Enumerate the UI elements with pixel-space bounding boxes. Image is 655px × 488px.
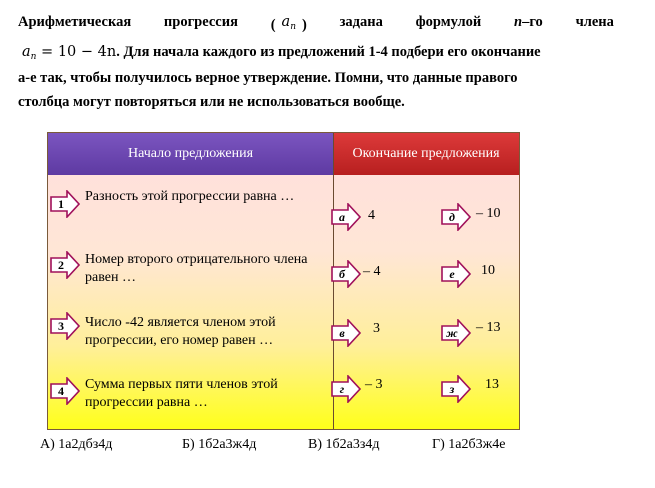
ending-value-a: 4 <box>368 208 375 223</box>
ending-letter: г <box>339 382 345 396</box>
sentence-start-2: Номер второго отрицательного члена равен … <box>85 252 308 285</box>
paren-open: ( <box>270 16 276 33</box>
symbol-n: n <box>514 14 523 30</box>
letter-arrow-z <box>441 375 471 403</box>
ending-letter: б <box>339 267 345 281</box>
suffix: –го <box>522 14 543 30</box>
ending-letter: в <box>339 326 345 340</box>
row-number: 3 <box>58 319 64 333</box>
ending-value-z: 13 <box>485 377 499 392</box>
row-number: 1 <box>58 197 64 211</box>
ending-value-g: – 3 <box>365 377 383 392</box>
formula-a: a <box>22 44 31 60</box>
word: формулой <box>415 14 482 30</box>
number-arrow-3 <box>50 312 80 340</box>
letter-arrow-v <box>331 319 361 347</box>
letter-arrow-d <box>441 203 471 231</box>
sequence-symbol <box>282 10 296 39</box>
letter-arrow-zh <box>441 319 471 347</box>
sequence-notation <box>271 10 307 39</box>
symbol-a: a <box>281 14 291 30</box>
ending-value-d: – 10 <box>476 206 501 221</box>
number-arrow-4 <box>50 377 80 405</box>
answer-option-v[interactable]: В) 1б2а3з4д <box>308 437 380 452</box>
formula-rest: = 10 − 4n <box>36 44 117 60</box>
word-n-go <box>514 10 543 39</box>
row-number: 2 <box>58 258 64 272</box>
word: прогрессия <box>163 14 238 30</box>
sentence-start-4: Сумма первых пяти членов этой прогрессии равна … <box>85 377 278 410</box>
formula <box>22 44 116 60</box>
ending-value-e: 10 <box>481 263 495 278</box>
header-sentence-end: Окончание предложения <box>333 133 519 175</box>
symbol-sub: n <box>290 22 296 32</box>
sentence-start-1: Разность этой прогрессии равна … <box>85 189 295 204</box>
answer-option-a[interactable]: А) 1а2дбз4д <box>40 437 113 452</box>
paren-close: ) <box>301 16 307 33</box>
ending-letter: е <box>449 267 455 281</box>
task-line-3: а-е так, чтобы получилось верное утверждение. Помни, что данные правого <box>18 70 518 86</box>
ending-value-b: – 4 <box>363 264 381 279</box>
letter-arrow-a <box>331 203 361 231</box>
word: задана <box>339 14 383 30</box>
letter-arrow-g <box>331 375 361 403</box>
word: члена <box>575 14 614 30</box>
answer-option-b[interactable]: Б) 1б2а3ж4д <box>182 437 257 452</box>
answer-option-g[interactable]: Г) 1а2б3ж4е <box>432 437 506 452</box>
ending-letter: з <box>449 382 455 396</box>
task-line-2 <box>18 40 541 69</box>
letter-arrow-e <box>441 260 471 288</box>
task-line-1 <box>18 10 614 39</box>
number-arrow-2 <box>50 251 80 279</box>
task-line-2-text: . Для начала каждого из предложений 1-4 подбери его окончание <box>116 44 541 60</box>
ending-letter: ж <box>446 326 458 340</box>
letter-arrow-b <box>331 260 361 288</box>
sentence-start-3: Число -42 является членом этой прогрессии, его номер равен … <box>85 315 276 348</box>
ending-letter: а <box>339 210 345 224</box>
ending-letter: д <box>449 210 455 224</box>
word: Арифметическая <box>18 14 132 30</box>
matching-table <box>47 132 520 430</box>
ending-value-zh: – 13 <box>476 320 501 335</box>
row-number: 4 <box>58 384 64 398</box>
number-arrow-1 <box>50 190 80 218</box>
task-line-4: столбца могут повторяться или не использоваться вообще. <box>18 94 405 110</box>
ending-value-v: 3 <box>373 321 380 336</box>
header-sentence-start: Начало предложения <box>48 133 333 175</box>
formula-sub: n <box>30 52 37 62</box>
